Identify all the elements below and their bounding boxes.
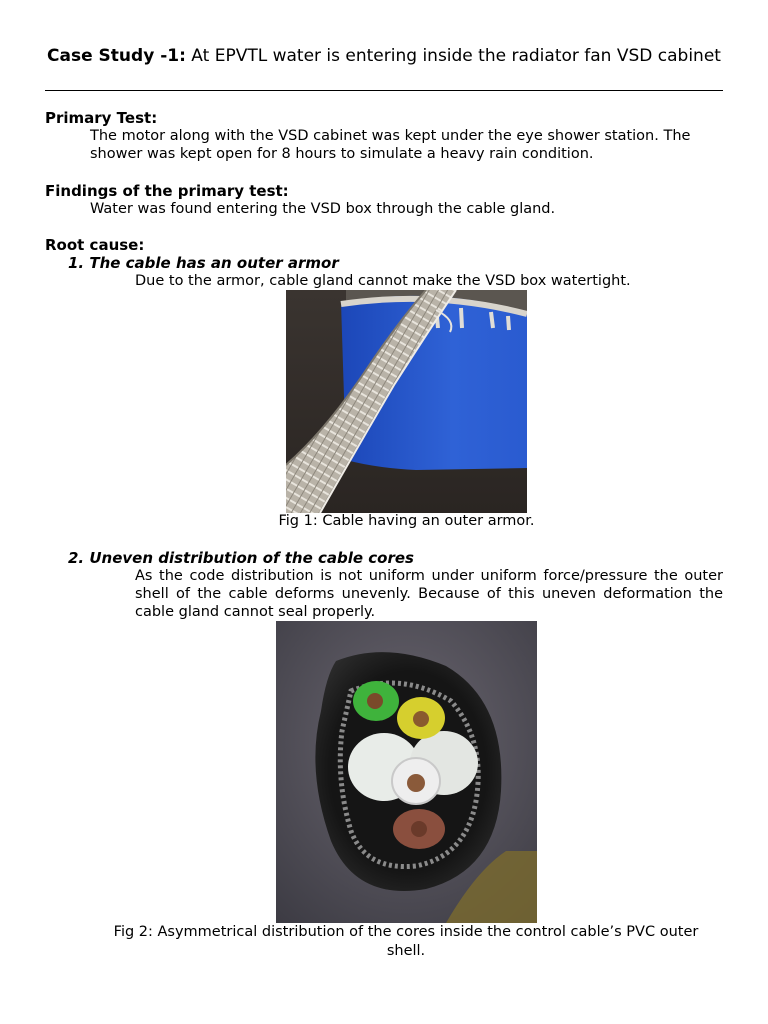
figure-1-caption: Fig 1: Cable having an outer armor. [278, 513, 535, 529]
root-cause-item-2-body: As the code distribution is not uniform under uniform force/pressure the outer shell of the cable deforms unevenly. Because of this uneven deformation the cable gland cannot seal properly. [135, 568, 723, 620]
page-title [45, 46, 723, 67]
root-cause-item-2-title: 2. Uneven distribution of the cable cores [68, 549, 414, 567]
title-divider [45, 90, 723, 91]
root-cause-item-1-title: 1. The cable has an outer armor [68, 254, 339, 272]
findings-heading: Findings of the primary test: [45, 182, 289, 200]
title-prefix: Case Study -1: [47, 46, 186, 66]
findings-body: Water was found entering the VSD box through the cable gland. [90, 201, 556, 217]
figure-1-photo-armored-cable [286, 290, 527, 513]
root-cause-item-1-body: Due to the armor, cable gland cannot make the VSD box watertight. [135, 273, 631, 289]
root-cause-heading: Root cause: [45, 236, 145, 254]
title-text: At EPVTL water is entering inside the radiator fan VSD cabinet [191, 46, 721, 66]
figure-2-caption: Fig 2: Asymmetrical distribution of the cores inside the control cable’s PVC outer shell. [113, 924, 699, 959]
figure-2-photo-cable-cross-section [276, 621, 537, 923]
primary-test-body: The motor along with the VSD cabinet was kept under the eye shower station. The shower was kept open for 8 hours to simulate a heavy rain condition. [90, 128, 691, 162]
primary-test-heading: Primary Test: [45, 109, 158, 127]
